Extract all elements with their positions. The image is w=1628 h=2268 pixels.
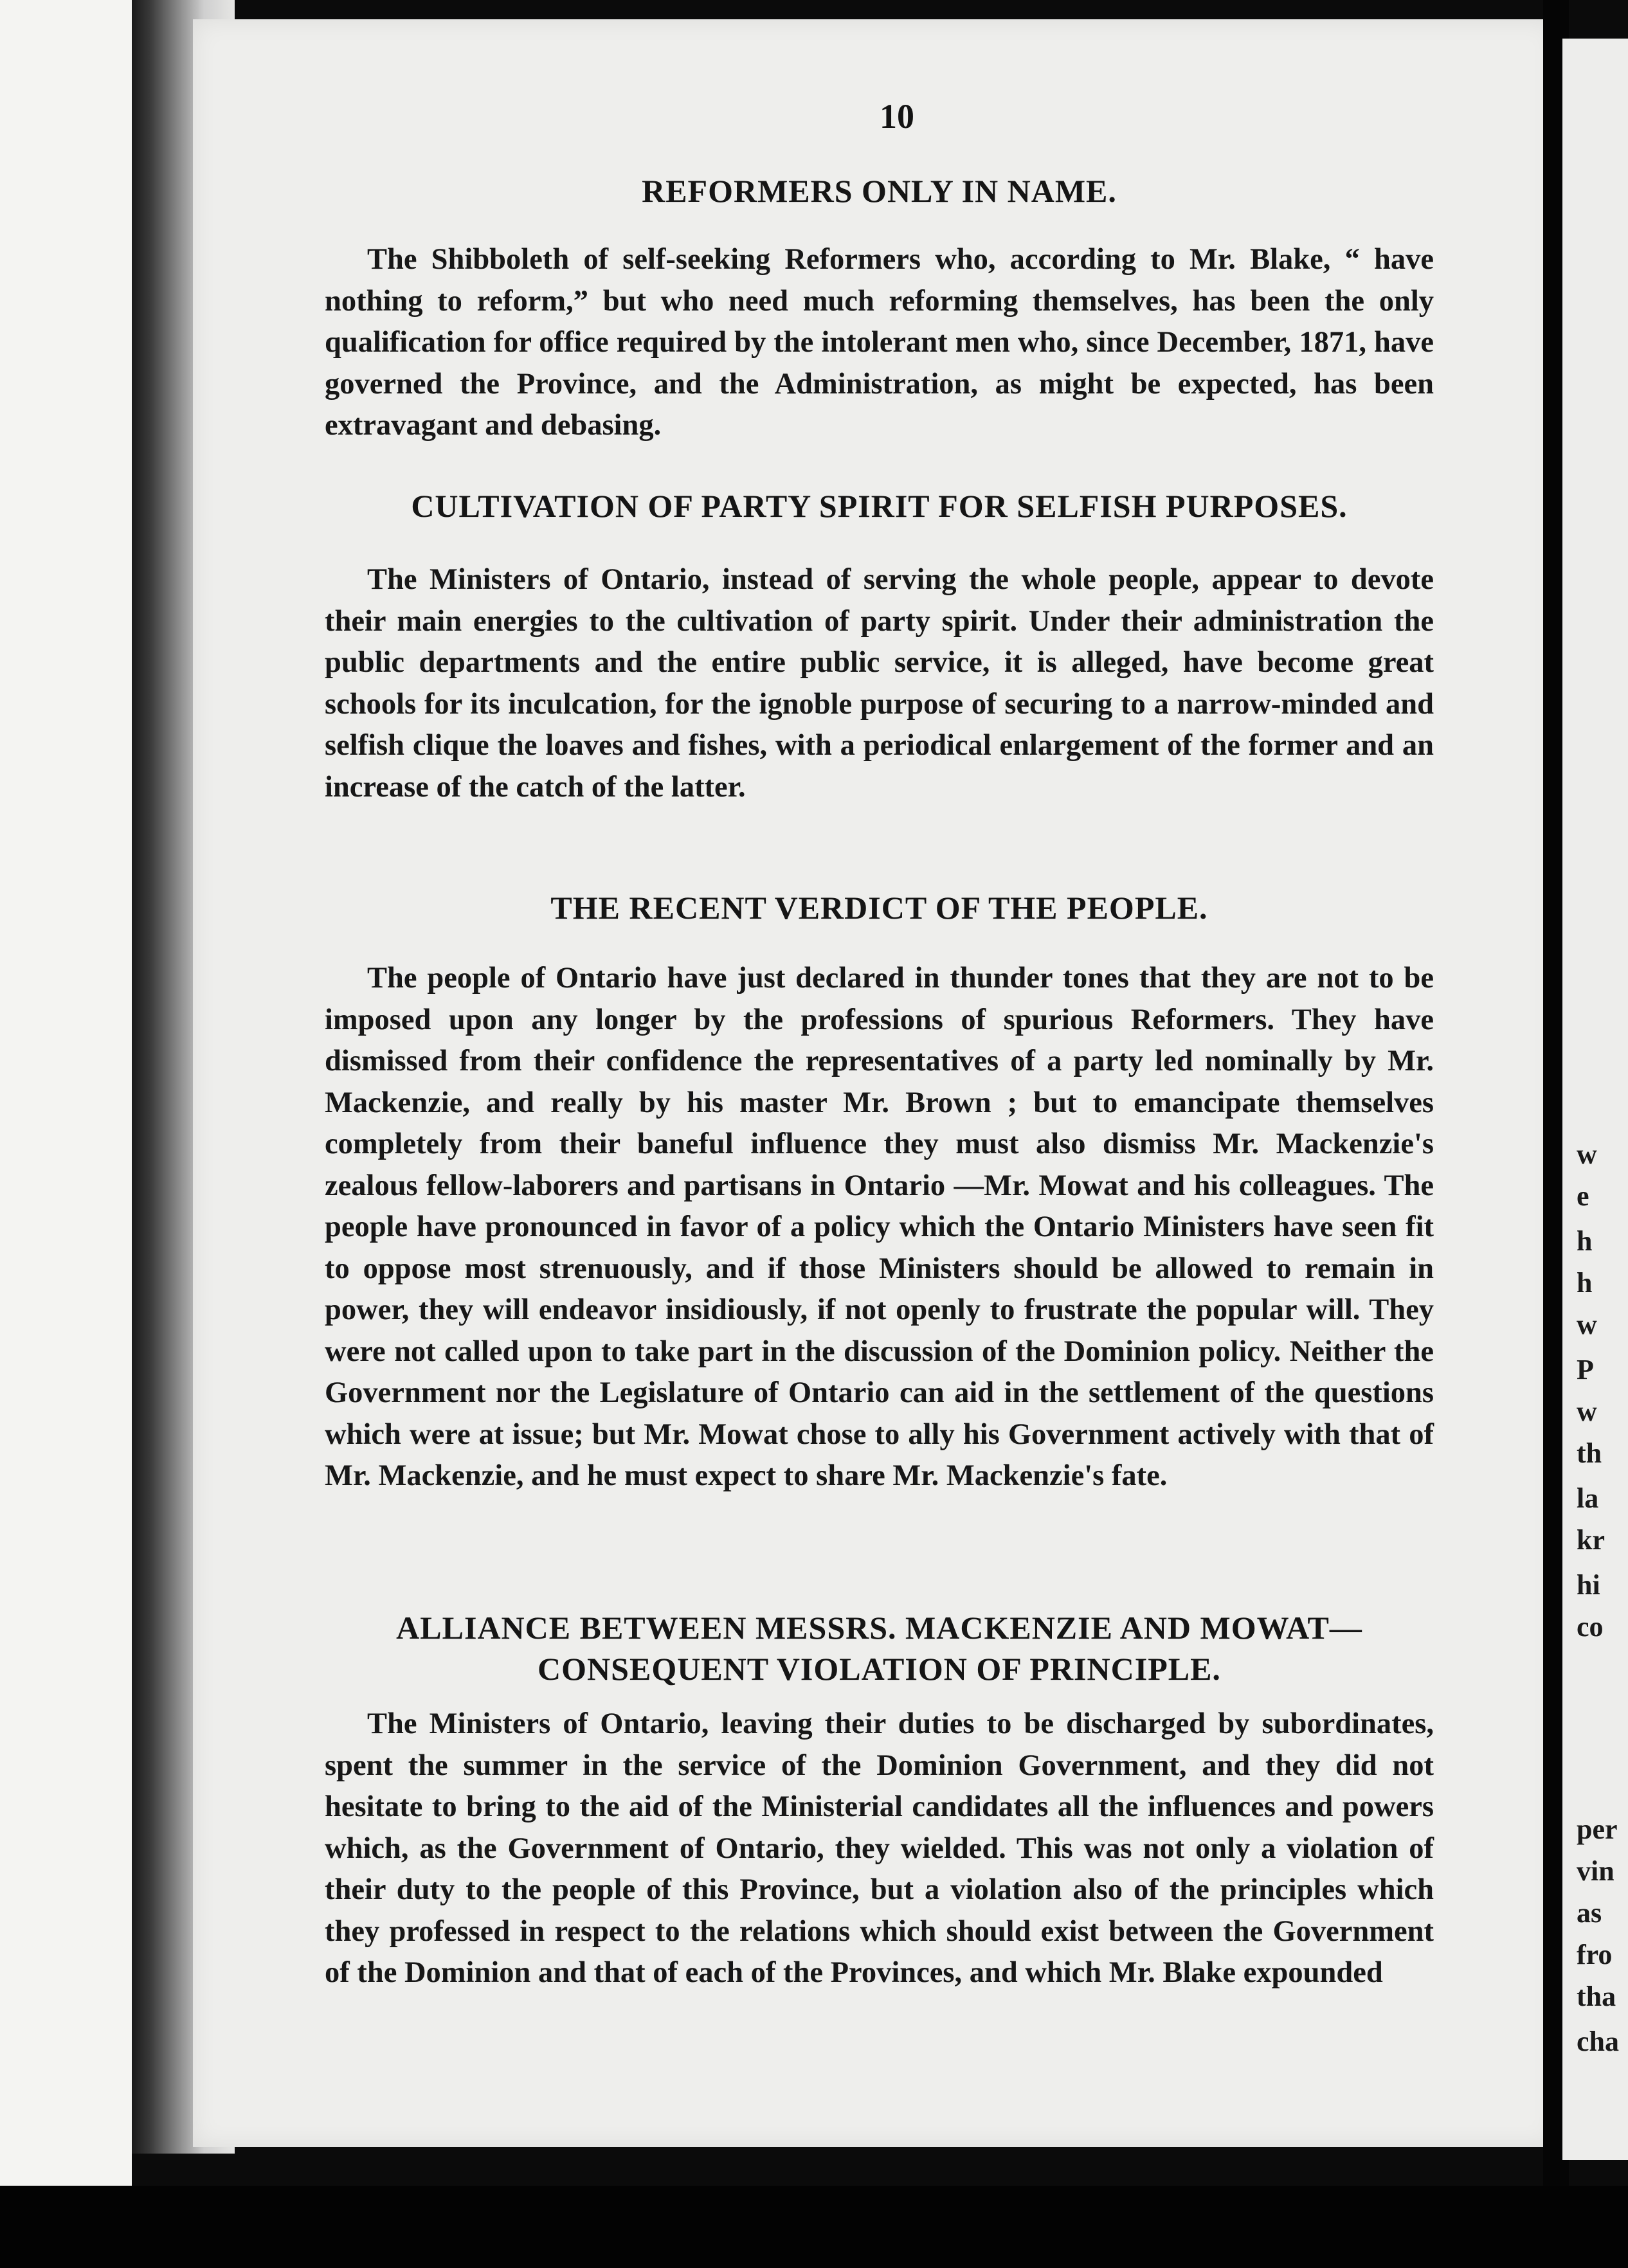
heading-reformers-only-in-name: REFORMERS ONLY IN NAME. [642,173,1117,209]
heading-alliance [325,1607,1434,1689]
facing-page-fragment: w [1577,1309,1597,1340]
facing-page-fragment: co [1577,1611,1604,1643]
facing-page-fragment: e [1577,1180,1589,1212]
facing-page-fragment: hi [1577,1569,1600,1601]
facing-page-fragment: kr [1577,1524,1605,1556]
paragraph-alliance: The Ministers of Ontario, leaving their duties to be discharged by subordinates, spent the summer in the service of the Dominion Government, and they did not hesitate to bring to the aid of the Ministerial candidates all the influences and powers which, as the Government of Ontario, they wielded. This was not only a violation of their duty to the people of this Province, but a violation also of the principles which they professed in respect to the relations which should exist between the Government of the Dominion and that of each of the Provinces, and which Mr. Blake expounded [325,1707,1434,1989]
left-margin [0,0,132,2268]
paragraph-cultivation: The Ministers of Ontario, instead of serving the whole people, appear to devote their main energies to the cultivation of party spirit. Under their administration the public departments and the entire public service, it is alleged, have become great schools for its inculcation, for the ignoble purpose of securing to a narrow-minded and selfish clique the loaves and fishes, with a periodical enlargement of the former and an increase of the catch of the latter. [325,563,1434,804]
bottom-border [0,2186,1628,2268]
facing-page-fragment: cha [1577,2026,1619,2057]
page-number: 10 [880,97,914,136]
facing-page-fragment: per [1577,1814,1618,1845]
facing-page-edge [1562,39,1628,2160]
facing-page-fragment: th [1577,1437,1602,1469]
facing-page-fragment: h [1577,1267,1593,1299]
facing-page-fragment: as [1577,1897,1602,1929]
heading-recent-verdict: THE RECENT VERDICT OF THE PEOPLE. [550,890,1208,926]
facing-page-fragment: tha [1577,1981,1616,2012]
facing-page-fragment: fro [1577,1939,1613,1970]
facing-page-fragment: la [1577,1482,1599,1514]
facing-page-fragment: P [1577,1354,1594,1385]
facing-page-fragment: h [1577,1225,1593,1257]
facing-page-fragment: w [1577,1138,1597,1170]
heading-alliance-line-1: ALLIANCE BETWEEN MESSRS. MACKENZIE AND MOWAT— [396,1610,1362,1646]
facing-page-fragment: vin [1577,1855,1614,1887]
paragraph-reformers: The Shibboleth of self-seeking Reformers who, according to Mr. Blake, “ have nothing to reform,” but who need much reforming themselves, has been the only qualification for office required by the intolerant men who, since December, 1871, have governed the Province, and the Administration, as might be expected, has been extravagant and debasing. [325,243,1434,442]
heading-alliance-line-2: CONSEQUENT VIOLATION OF PRINCIPLE. [538,1651,1221,1687]
paragraph-verdict: The people of Ontario have just declared in thunder tones that they are not to be imposed upon any longer by the professions of spurious Reformers. They have dismissed from their confidence the representatives of a party led nominally by Mr. Mackenzie, and really by his master Mr. Brown ; but to emancipate themselves completely from their baneful influence they must also dismiss Mr. Mackenzie's zealous fellow-laborers and partisans in Ontario —Mr. Mowat and his colleagues. The people have pronounced in favor of a policy which the Ontario Ministers have seen fit to oppose most strenuously, and if those Ministers should be allowed to remain in power, they will endeavor insidiously, if not openly to frustrate the popular will. They were not called upon to take part in the discussion of the Dominion policy. Neither the Government nor the Legislature of Ontario can aid in the settlement of the questions which were at issue; but Mr. Mowat chose to ally his Government actively with that of Mr. Mackenzie, and he must expect to share Mr. Mackenzie's fate. [325,962,1434,1492]
facing-page-fragment: w [1577,1396,1597,1427]
heading-cultivation-of-party-spirit: CULTIVATION OF PARTY SPIRIT FOR SELFISH PURPOSES. [411,488,1348,524]
